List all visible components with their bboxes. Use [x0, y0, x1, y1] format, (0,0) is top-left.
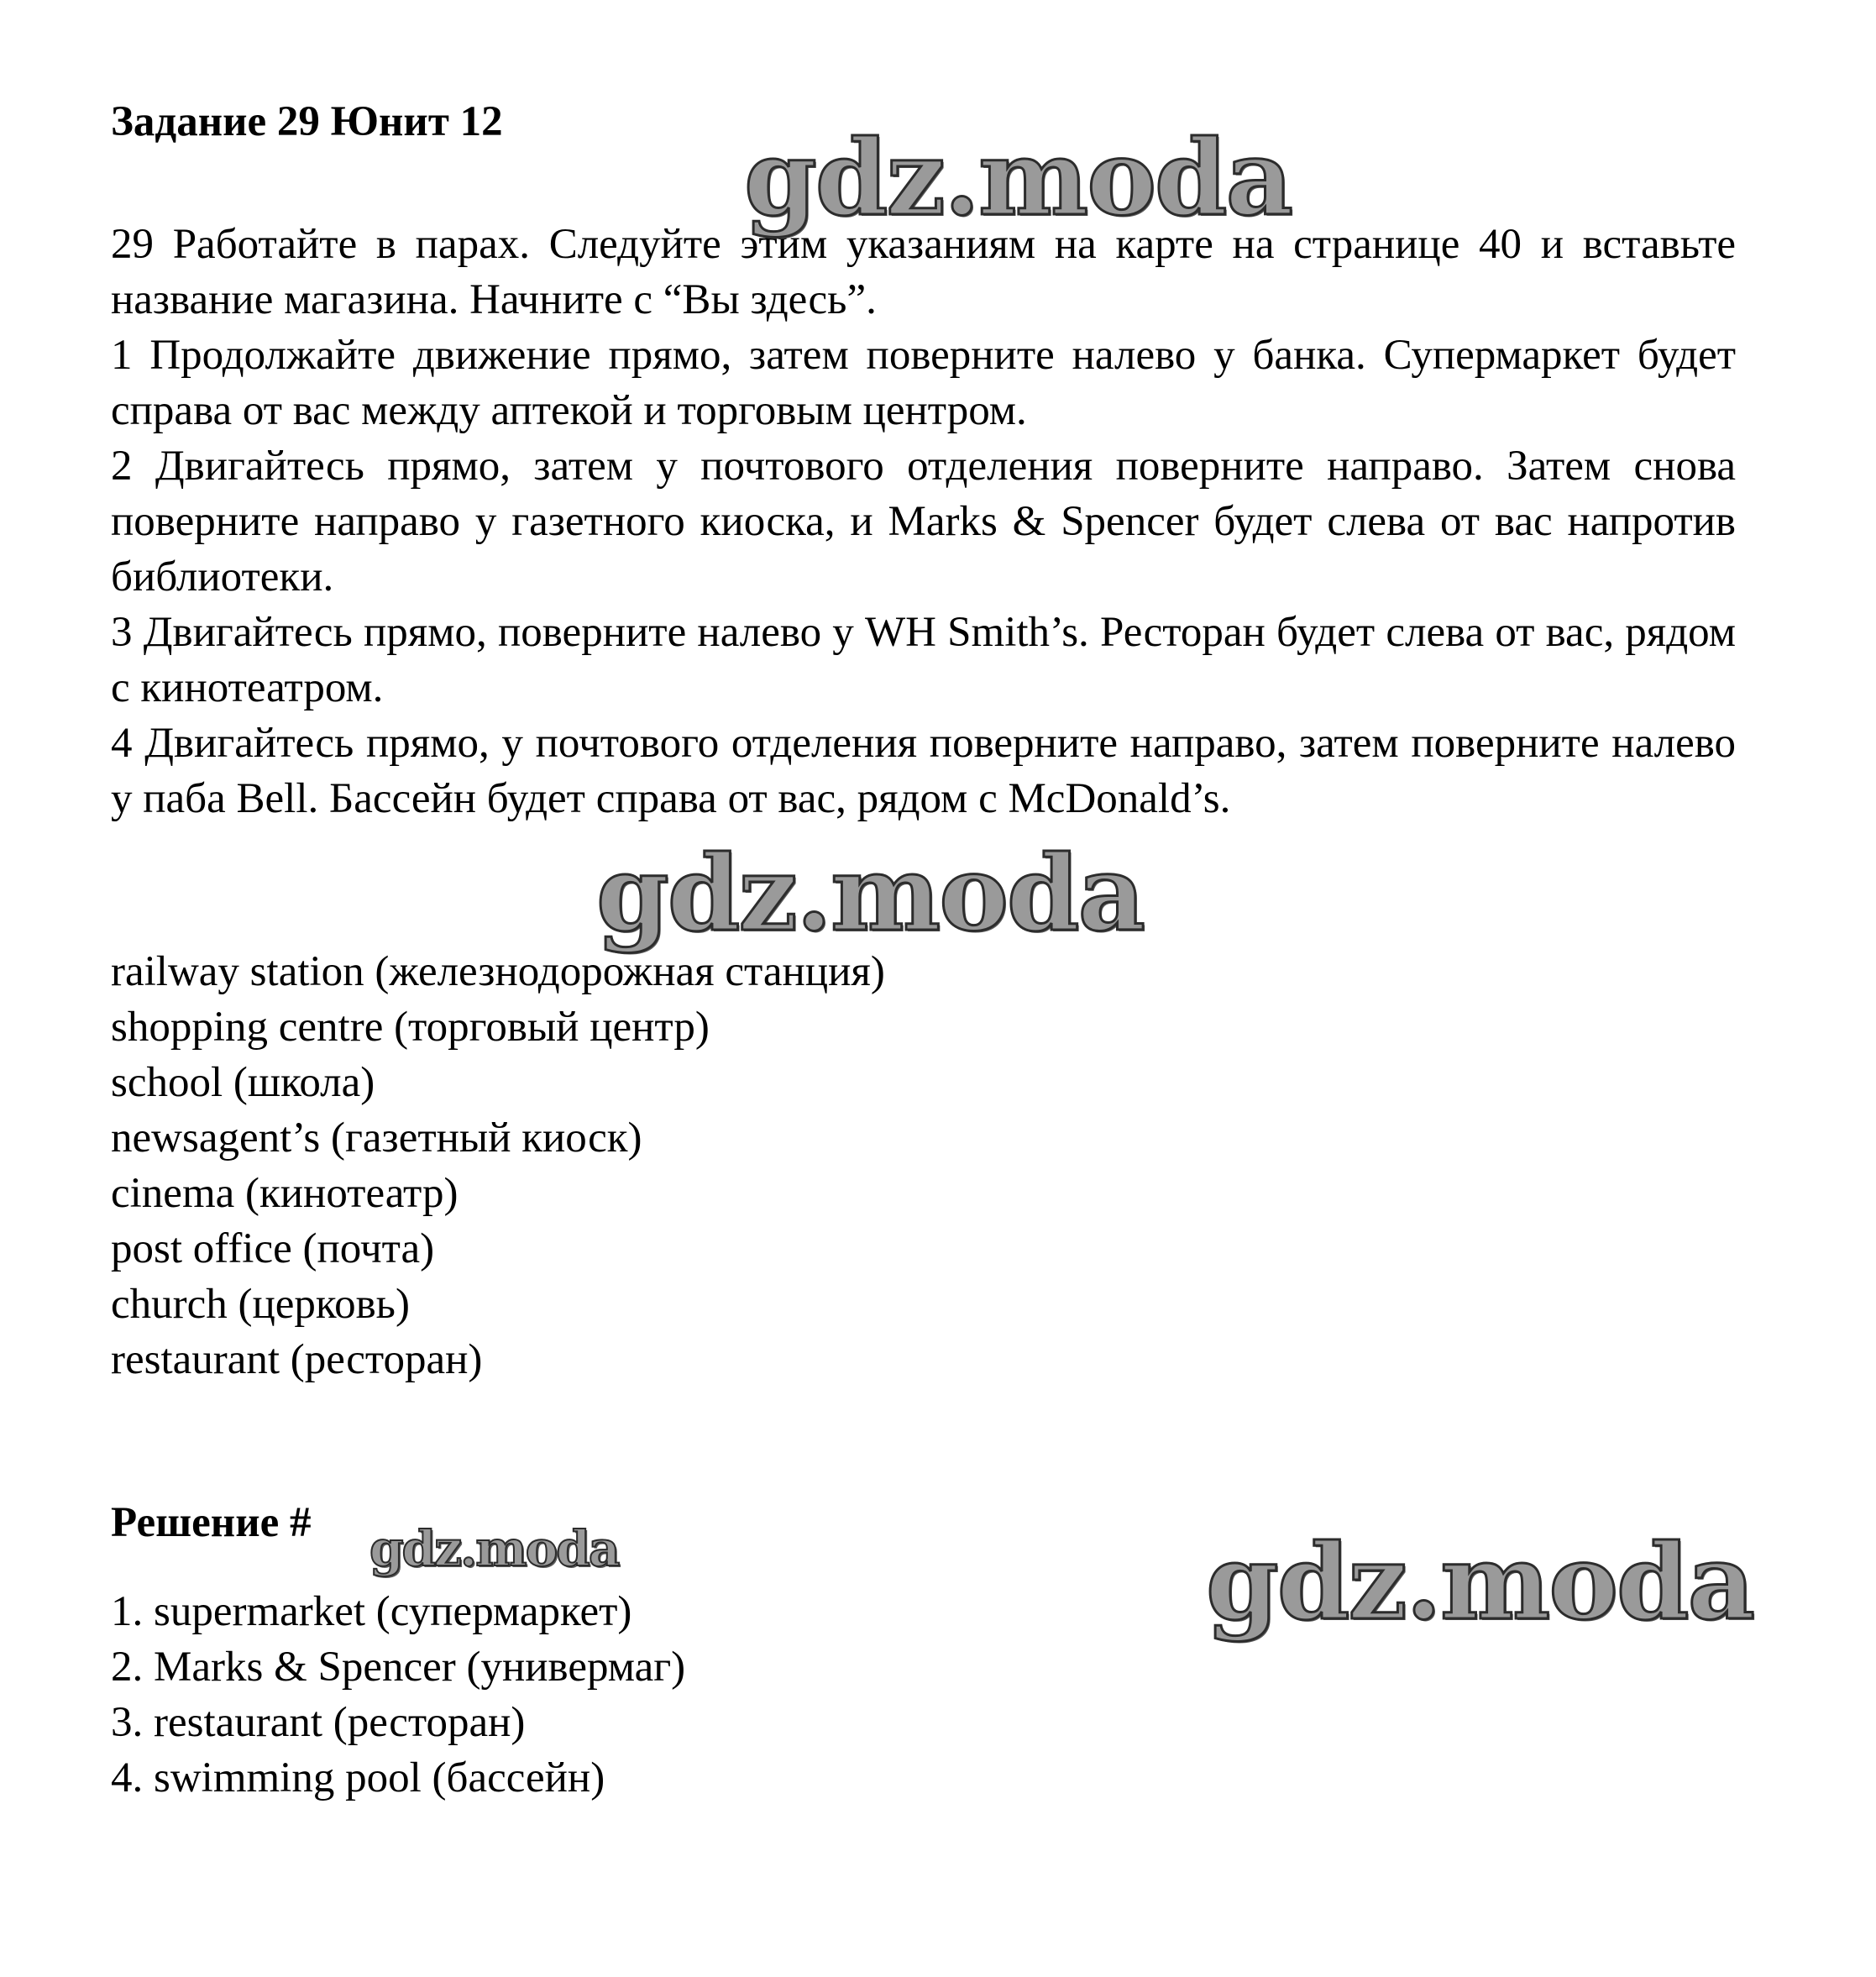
answer-item: 4. swimming pool (бассейн)	[111, 1754, 605, 1801]
vocabulary-item: school (школа)	[111, 1059, 375, 1106]
vocabulary-list	[111, 944, 1736, 1387]
watermark-logo: gdz.moda	[369, 1520, 619, 1577]
watermark-logo: gdz.moda	[596, 833, 1144, 955]
vocabulary-item: shopping centre (торговый центр)	[111, 1004, 710, 1051]
vocabulary-item: church (церковь)	[111, 1281, 410, 1328]
task-body	[111, 217, 1736, 826]
task-item-4: 4 Двигайтесь прямо, у почтового отделения поверните направо, затем поверните налево у паба Bell. Бассейн будет справа от вас, рядом с McDonald’s.	[111, 720, 1736, 822]
watermark-logo: gdz.moda	[1206, 1522, 1753, 1644]
task-title: Задание 29 Юнит 12	[111, 98, 503, 145]
task-item-2: 2 Двигайтесь прямо, затем у почтового отделения поверните направо. Затем снова поверните направо у газетного киоска, и Marks & Spencer будет слева от вас напротив библиотеки.	[111, 443, 1736, 600]
vocabulary-item: restaurant (ресторан)	[111, 1336, 483, 1383]
answer-item: 2. Marks & Spencer (универмаг)	[111, 1644, 686, 1691]
watermark-logo: gdz.moda	[744, 118, 1292, 239]
vocabulary-item: railway station (железнодорожная станция)	[111, 948, 885, 995]
vocabulary-item: cinema (кинотеатр)	[111, 1170, 459, 1217]
answer-item: 3. restaurant (ресторан)	[111, 1699, 526, 1746]
answer-item: 1. supermarket (супермаркет)	[111, 1588, 632, 1635]
solution-title: Решение #	[111, 1499, 312, 1546]
vocabulary-item: newsagent’s (газетный киоск)	[111, 1114, 642, 1162]
task-instruction: 29 Работайте в парах. Следуйте этим указаниям на карте на странице 40 и вставьте название магазина. Начните с “Вы здесь”.	[111, 221, 1736, 323]
task-item-1: 1 Продолжайте движение прямо, затем поверните налево у банка. Супермаркет будет справа от вас между аптекой и торговым центром.	[111, 332, 1736, 434]
task-item-3: 3 Двигайтесь прямо, поверните налево у WH Smith’s. Ресторан будет слева от вас, рядом с кинотеатром.	[111, 609, 1736, 711]
vocabulary-item: post office (почта)	[111, 1225, 435, 1272]
